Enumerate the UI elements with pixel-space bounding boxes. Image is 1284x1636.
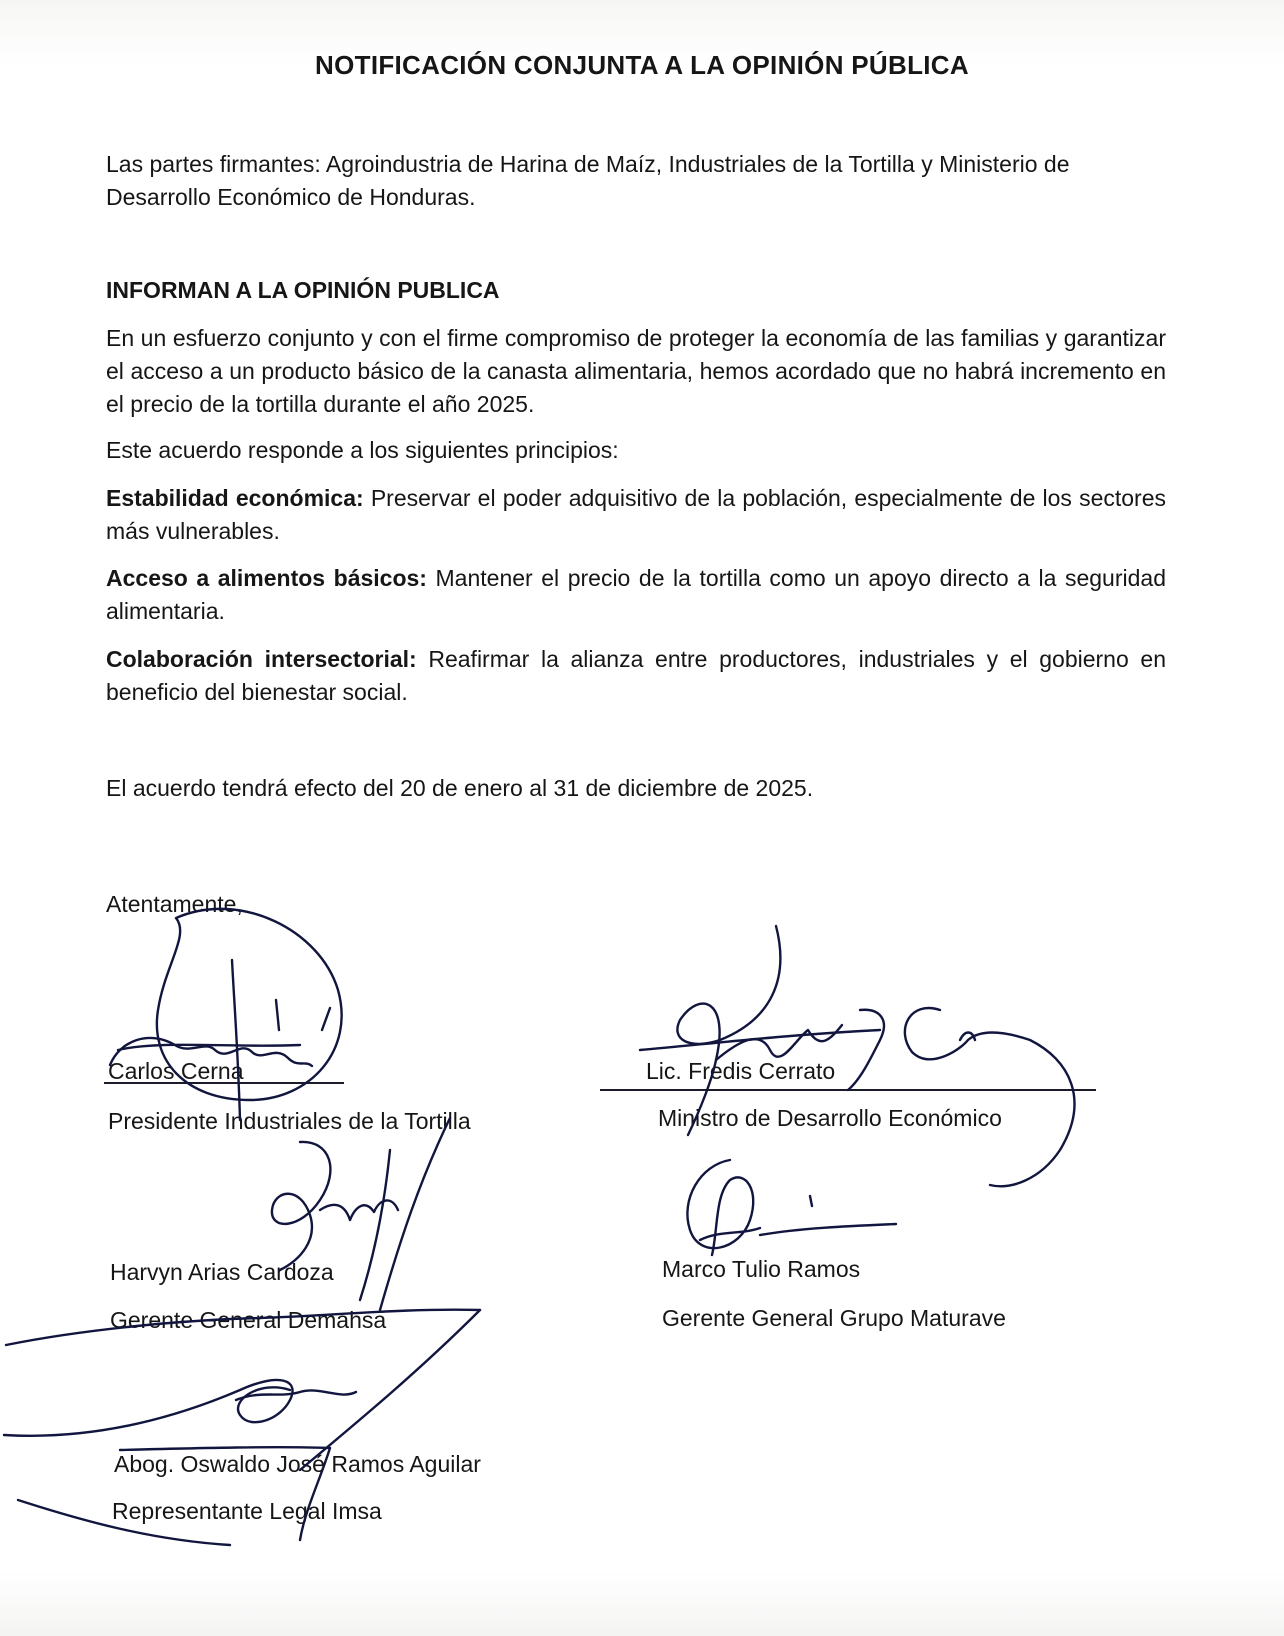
signature-marco-tulio <box>687 1160 896 1255</box>
signatory-name: Lic. Fredis Cerrato <box>646 1058 836 1084</box>
closing-salutation: Atentamente, <box>106 891 243 917</box>
principle-item <box>106 482 1166 548</box>
intro-paragraph: Las partes firmantes: Agroindustria de Harina de Maíz, Industriales de la Tortilla y Ministerio de Desarrollo Económico de Honduras. <box>106 151 1070 210</box>
principle-term: Acceso a alimentos básicos: <box>106 565 427 591</box>
principle-item <box>106 643 1166 709</box>
signatory-name: Carlos Cerna <box>108 1058 244 1084</box>
signatory-role: Gerente General Demahsa <box>110 1307 387 1333</box>
signatory-role: Representante Legal Imsa <box>112 1498 382 1524</box>
effective-dates: El acuerdo tendrá efecto del 20 de enero al 31 de diciembre de 2025. <box>106 775 814 801</box>
signatory-role: Gerente General Grupo Maturave <box>662 1305 1006 1331</box>
principle-term: Colaboración intersectorial: <box>106 646 417 672</box>
principle-item <box>106 562 1166 628</box>
document-title: NOTIFICACIÓN CONJUNTA A LA OPINIÓN PÚBLICA <box>315 50 969 80</box>
signature-line <box>600 1089 1096 1091</box>
signatory-role: Ministro de Desarrollo Económico <box>658 1105 1002 1131</box>
principles-intro: Este acuerdo responde a los siguientes principios: <box>106 437 619 463</box>
section-heading: INFORMAN A LA OPINIÓN PUBLICA <box>106 277 500 303</box>
principle-text: Mantener el precio de la tortilla como un apoyo directo a la seguridad alimentaria. <box>106 565 1166 624</box>
signatory-role: Presidente Industriales de la Tortilla <box>108 1108 471 1134</box>
commitment-paragraph: En un esfuerzo conjunto y con el firme compromiso de proteger la economía de las familias y garantizar el acceso a un producto básico de la canasta alimentaria, hemos acordado que no habrá incremento en el precio de la tortilla durante el año 2025. <box>106 325 1166 417</box>
signatory-name: Harvyn Arias Cardoza <box>110 1259 334 1285</box>
principle-term: Estabilidad económica: <box>106 485 364 511</box>
signatory-name: Abog. Oswaldo José Ramos Aguilar <box>114 1451 481 1477</box>
signature-carlos-cerna <box>110 909 342 1120</box>
signatory-name: Marco Tulio Ramos <box>662 1256 861 1282</box>
principle-text: Reafirmar la alianza entre productores, industriales y el gobierno en beneficio del bienestar social. <box>106 646 1166 705</box>
principle-text: Preservar el poder adquisitivo de la población, especialmente de los sectores más vulnerables. <box>106 485 1166 544</box>
